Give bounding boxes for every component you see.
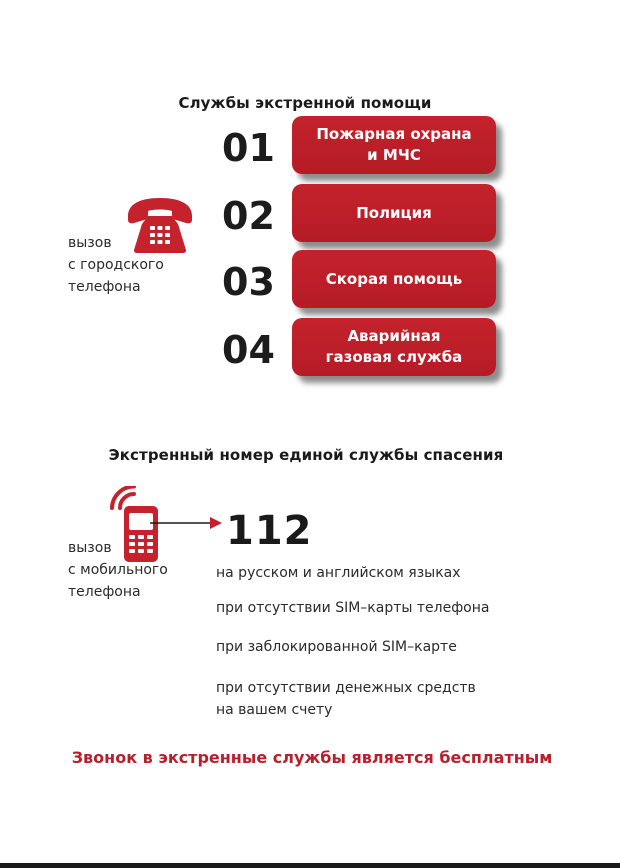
service-gas [292,318,496,376]
service-label-line: Полиция [356,203,432,222]
bottom-divider [0,863,620,868]
caption-line: вызов [68,540,112,556]
service-number-04: 04 [222,328,275,372]
service-label-line: и МЧС [367,146,421,164]
note-line: при отсутствии денежных средств [216,680,476,696]
caption-line: телефона [68,584,141,600]
note-no-funds [216,677,546,721]
mobile-caller-caption [68,537,168,603]
service-number-02: 02 [222,194,275,238]
note-line: на русском и английском языках [216,565,461,581]
arrow-right-icon [150,516,224,530]
note-no-sim [216,597,546,619]
emergency-number-112: 112 [226,508,313,554]
service-number-01: 01 [222,126,275,170]
caption-line: с городского [68,257,164,273]
service-police [292,184,496,242]
unified-section-title: Экстренный номер единой службы спасения [108,446,504,464]
caption-line: вызов [68,235,112,251]
note-line: при отсутствии SIM–карты телефона [216,600,490,616]
service-fire-emergency [292,116,496,174]
free-call-note: Звонок в экстренные службы является бесплатным [71,748,553,767]
services-section-title: Службы экстренной помощи [178,94,432,112]
service-label-line: газовая служба [325,348,463,366]
landline-caller-caption [68,232,164,298]
caption-line: с мобильного [68,562,168,578]
service-ambulance [292,250,496,308]
note-blocked-sim [216,636,546,658]
note-line: при заблокированной SIM–карте [216,639,457,655]
service-label-line: Скорая помощь [325,269,463,288]
note-line: на вашем счету [216,702,333,718]
service-number-03: 03 [222,260,275,304]
service-label-line: Аварийная [347,327,441,345]
caption-line: телефона [68,279,141,295]
service-label-line: Пожарная охрана [316,125,472,143]
note-languages [216,562,546,584]
